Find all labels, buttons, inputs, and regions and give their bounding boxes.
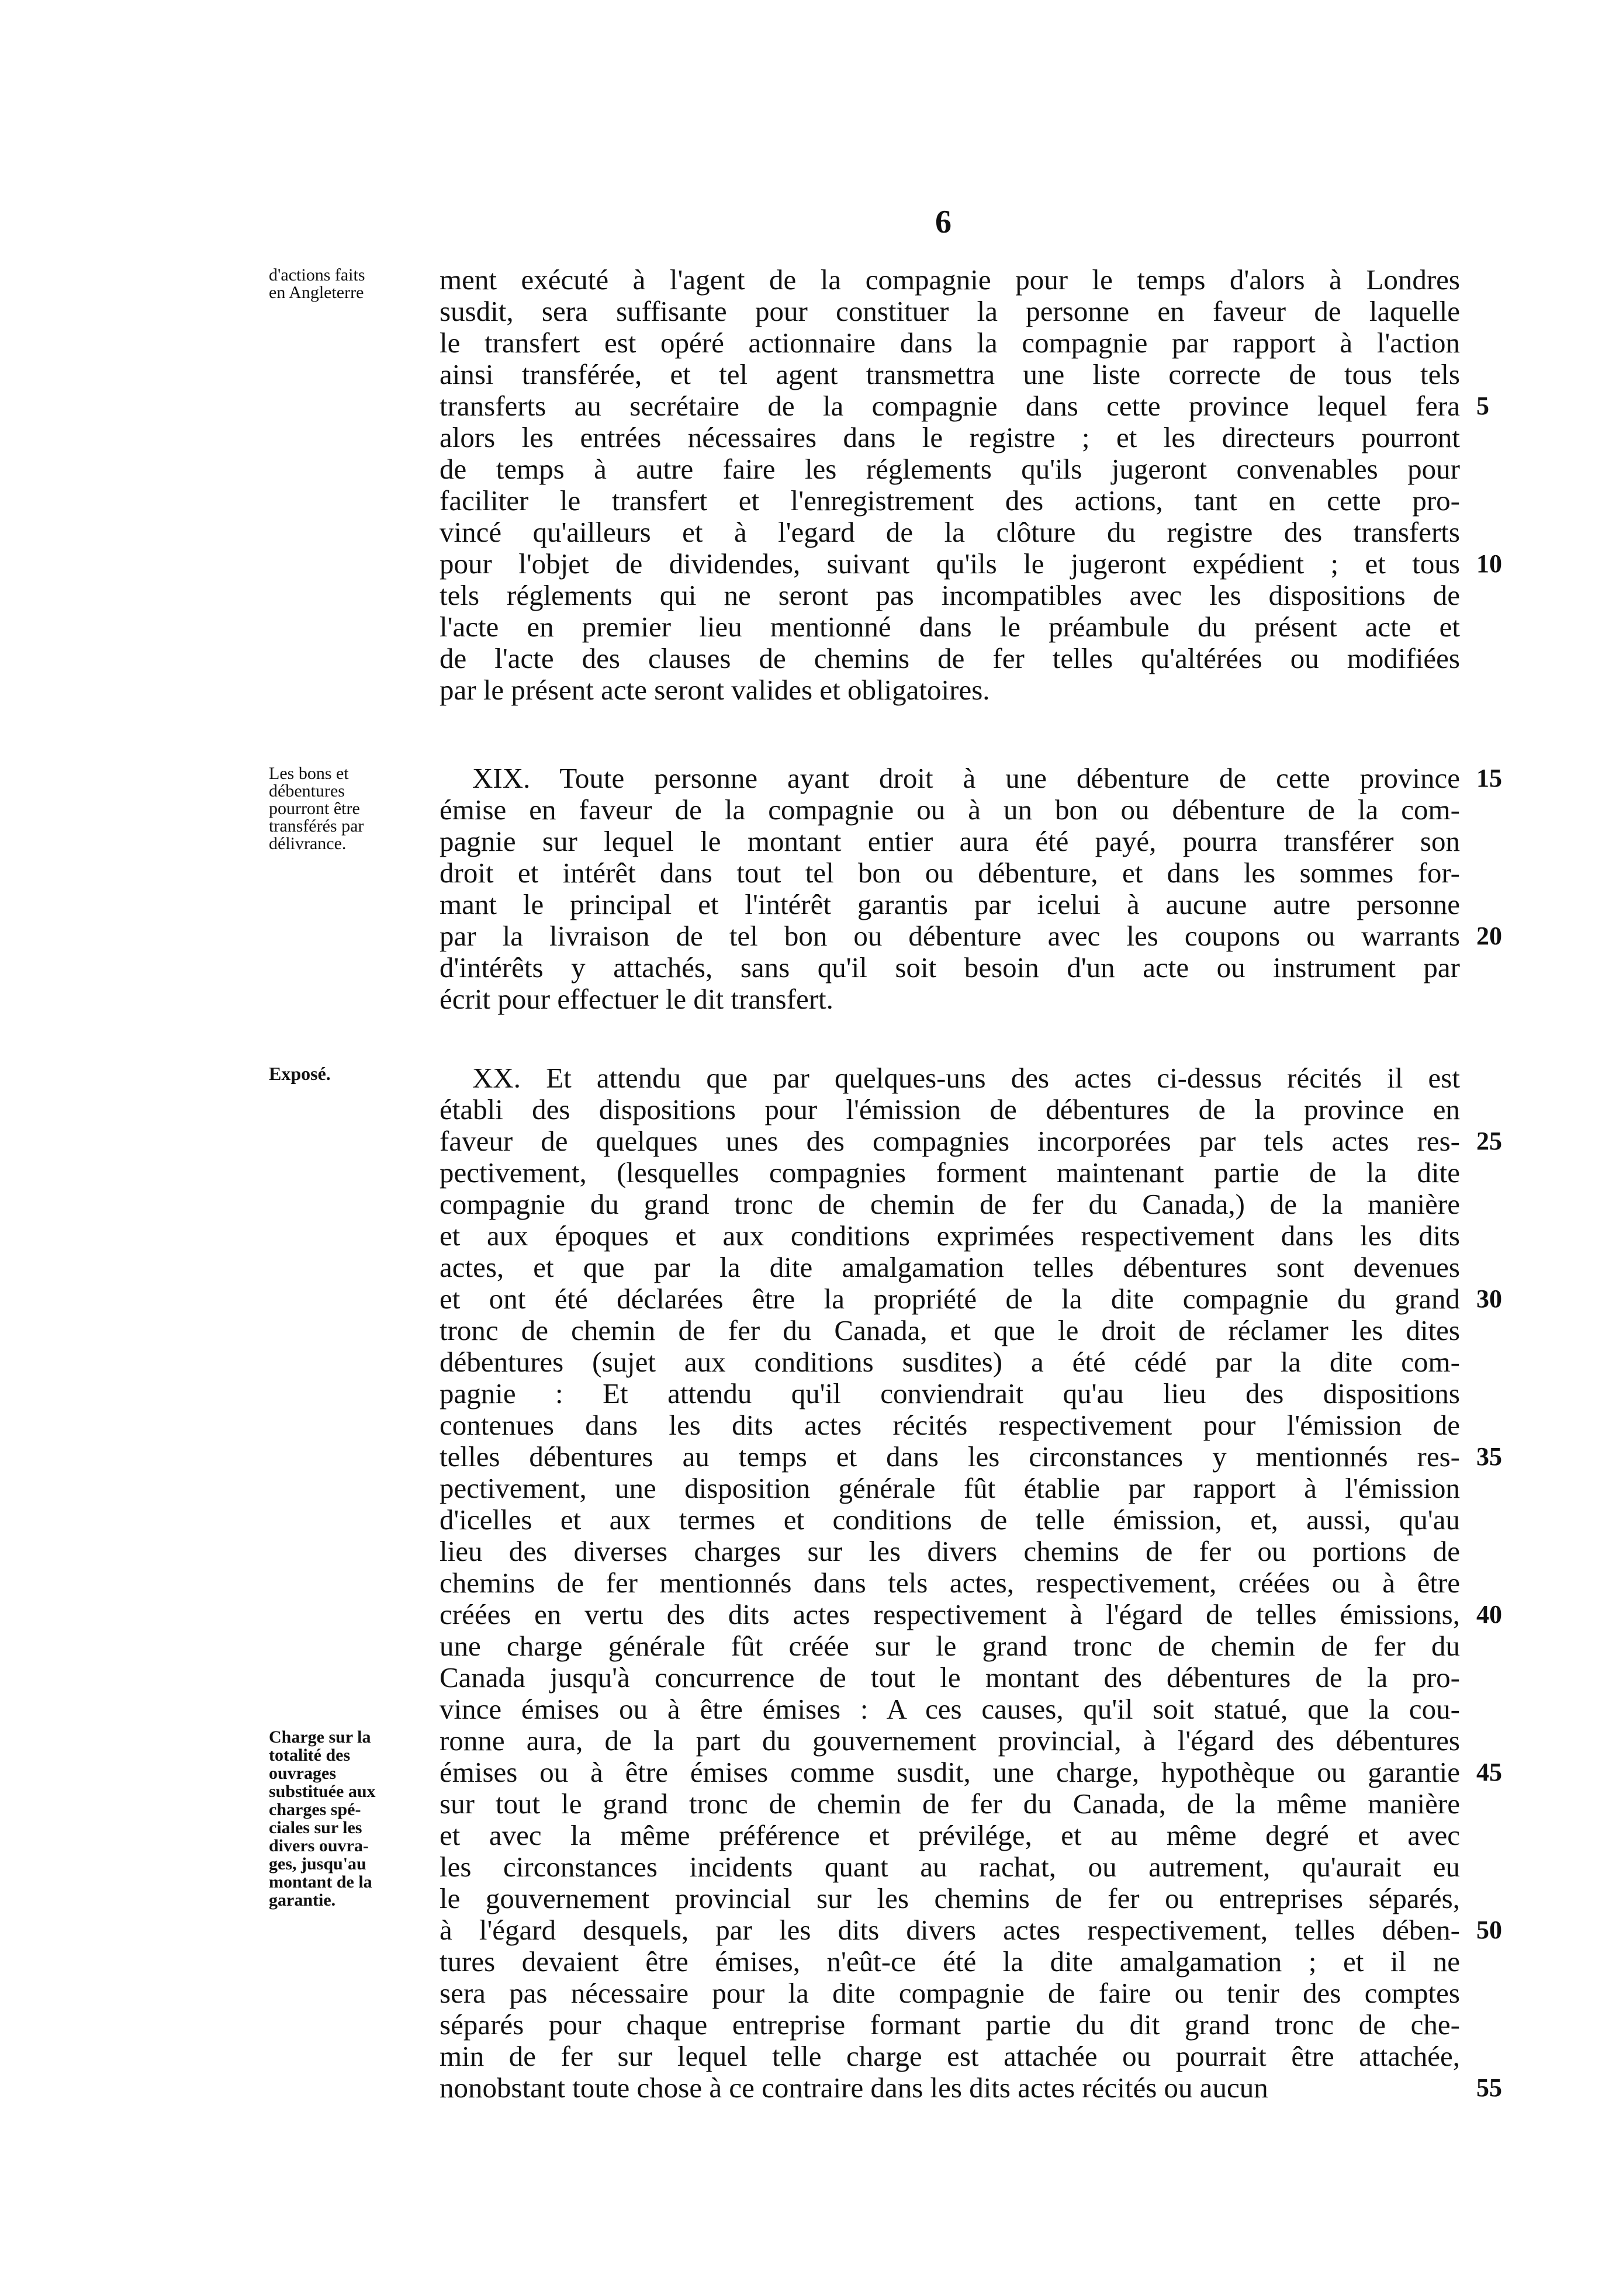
margin-note: ciales sur les [269, 1818, 362, 1837]
text-line: créées en vertu des dits actes respectivement à l'égard de telles émissions, [440, 1598, 1460, 1630]
line-number: 15 [1476, 764, 1502, 792]
text-line: actes, et que par la dite amalgamation telles débentures sont devenues [440, 1251, 1460, 1283]
text-line: pour l'objet de dividendes, suivant qu'ils le jugeront expédient ; et tous [440, 548, 1460, 580]
line-number: 25 [1476, 1127, 1502, 1155]
text-line: nonobstant toute chose à ce contraire dans les dits actes récités ou aucun [440, 2072, 1268, 2104]
text-line: à l'égard desquels, par les dits divers actes respectivement, telles dében- [440, 1914, 1460, 1946]
text-line: faciliter le transfert et l'enregistrement des actions, tant en cette pro- [440, 484, 1460, 517]
text-line: établi des dispositions pour l'émission de débentures de la province en [440, 1093, 1460, 1126]
text-line: et avec la même préférence et prévilége, et au même degré et avec [440, 1819, 1460, 1851]
text-line: sur tout le grand tronc de chemin de fer du Canada, de la même manière [440, 1788, 1460, 1820]
text-line: tronc de chemin de fer du Canada, et que le droit de réclamer les dites [440, 1314, 1460, 1346]
line-number: 40 [1476, 1600, 1502, 1629]
margin-note: ouvrages [269, 1764, 336, 1783]
text-line: pagnie sur lequel le montant entier aura été payé, pourra transférer son [440, 825, 1460, 857]
margin-note: montant de la [269, 1872, 372, 1892]
text-line: écrit pour effectuer le dit transfert. [440, 983, 833, 1015]
text-line: XX. Et attendu que par quelques-uns des actes ci-dessus récités il est [472, 1062, 1460, 1094]
text-line: d'icelles et aux termes et conditions de telle émission, et, aussi, qu'au [440, 1504, 1460, 1536]
margin-note: débentures [269, 781, 345, 801]
margin-note: Les bons et [269, 764, 349, 783]
text-line: le transfert est opéré actionnaire dans la compagnie par rapport à l'action [440, 327, 1460, 359]
text-line: de l'acte des clauses de chemins de fer telles qu'altérées ou modifiées [440, 642, 1460, 674]
text-line: transferts au secrétaire de la compagnie dans cette province lequel fera [440, 390, 1460, 422]
text-line: de temps à autre faire les réglements qu'ils jugeront convenables pour [440, 453, 1460, 485]
text-line: les circonstances incidents quant au rachat, ou autrement, qu'aurait eu [440, 1851, 1460, 1883]
text-line: alors les entrées nécessaires dans le registre ; et les directeurs pourront [440, 421, 1460, 453]
text-line: telles débentures au temps et dans les circonstances y mentionnés res- [440, 1440, 1460, 1473]
line-number: 20 [1476, 922, 1502, 950]
text-line: susdit, sera suffisante pour constituer la personne en faveur de laquelle [440, 295, 1460, 327]
text-line: contenues dans les dits actes récités respectivement pour l'émission de [440, 1409, 1460, 1441]
text-line: chemins de fer mentionnés dans tels actes, respectivement, créées ou à être [440, 1567, 1460, 1599]
margin-note: Exposé. [269, 1063, 331, 1084]
text-line: pagnie : Et attendu qu'il conviendrait qu'au lieu des dispositions [440, 1377, 1460, 1410]
text-line: sera pas nécessaire pour la dite compagnie de faire ou tenir des comptes [440, 1977, 1460, 2009]
margin-note: charges spé- [269, 1800, 361, 1819]
line-number: 50 [1476, 1916, 1502, 1944]
margin-note: transférés par [269, 816, 364, 836]
text-line: ainsi transférée, et tel agent transmettra une liste correcte de tous tels [440, 358, 1460, 390]
text-line: faveur de quelques unes des compagnies incorporées par tels actes res- [440, 1125, 1460, 1157]
text-line: tures devaient être émises, n'eût-ce été la dite amalgamation ; et il ne [440, 1945, 1460, 1978]
text-line: et ont été déclarées être la propriété de la dite compagnie du grand [440, 1283, 1460, 1315]
text-line: et aux époques et aux conditions exprimées respectivement dans les dits [440, 1220, 1460, 1252]
line-number: 10 [1476, 549, 1502, 578]
text-line: séparés pour chaque entreprise formant partie du dit grand tronc de che- [440, 2008, 1460, 2041]
text-line: compagnie du grand tronc de chemin de fer du Canada,) de la manière [440, 1188, 1460, 1220]
text-line: XIX. Toute personne ayant droit à une débenture de cette province [472, 762, 1460, 794]
line-number: 45 [1476, 1758, 1502, 1786]
text-line: lieu des diverses charges sur les divers chemins de fer ou portions de [440, 1535, 1460, 1567]
text-line: droit et intérêt dans tout tel bon ou débenture, et dans les sommes for- [440, 857, 1460, 889]
text-line: min de fer sur lequel telle charge est attachée ou pourrait être attachée, [440, 2040, 1460, 2072]
line-number: 35 [1476, 1442, 1502, 1471]
text-line: pectivement, une disposition générale fût établie par rapport à l'émission [440, 1472, 1460, 1504]
margin-note: substituée aux [269, 1782, 376, 1801]
margin-note: garantie. [269, 1890, 336, 1910]
margin-note: d'actions faits [269, 265, 365, 285]
text-line: ronne aura, de la part du gouvernement provincial, à l'égard des débentures [440, 1724, 1460, 1757]
text-line: l'acte en premier lieu mentionné dans le préambule du présent acte et [440, 611, 1460, 643]
text-line: le gouvernement provincial sur les chemins de fer ou entreprises séparés, [440, 1882, 1460, 1914]
margin-note: ges, jusqu'au [269, 1854, 366, 1873]
line-number: 55 [1476, 2073, 1502, 2102]
text-line: émises ou à être émises comme susdit, une charge, hypothèque ou garantie [440, 1756, 1460, 1788]
text-line: vince émises ou à être émises : A ces causes, qu'il soit statué, que la cou- [440, 1693, 1460, 1725]
text-line: Canada jusqu'à concurrence de tout le montant des débentures de la pro- [440, 1661, 1460, 1694]
line-number: 30 [1476, 1284, 1502, 1313]
text-line: ment exécuté à l'agent de la compagnie pour le temps d'alors à Londres [440, 264, 1460, 296]
margin-note: divers ouvra- [269, 1836, 369, 1855]
text-line: émise en faveur de la compagnie ou à un bon ou débenture de la com- [440, 794, 1460, 826]
text-line: tels réglements qui ne seront pas incompatibles avec les dispositions de [440, 579, 1460, 611]
text-line: par le présent acte seront valides et obligatoires. [440, 674, 990, 706]
margin-note: pourront être [269, 799, 360, 818]
text-line: une charge générale fût créée sur le grand tronc de chemin de fer du [440, 1630, 1460, 1662]
margin-note: en Angleterre [269, 283, 364, 302]
text-line: mant le principal et l'intérêt garantis par icelui à aucune autre personne [440, 888, 1460, 920]
text-line: d'intérêts y attachés, sans qu'il soit besoin d'un acte ou instrument par [440, 951, 1460, 983]
page-number: 6 [935, 204, 951, 240]
margin-note: délivrance. [269, 834, 347, 853]
text-line: pectivement, (lesquelles compagnies forment maintenant partie de la dite [440, 1156, 1460, 1189]
margin-note: Charge sur la [269, 1727, 371, 1747]
margin-note: totalité des [269, 1746, 351, 1765]
text-line: par la livraison de tel bon ou débenture avec les coupons ou warrants [440, 920, 1460, 952]
text-line: vincé qu'ailleurs et à l'egard de la clôture du registre des transferts [440, 516, 1460, 548]
text-line: débentures (sujet aux conditions susdites) a été cédé par la dite com- [440, 1346, 1460, 1378]
line-number: 5 [1476, 392, 1489, 420]
